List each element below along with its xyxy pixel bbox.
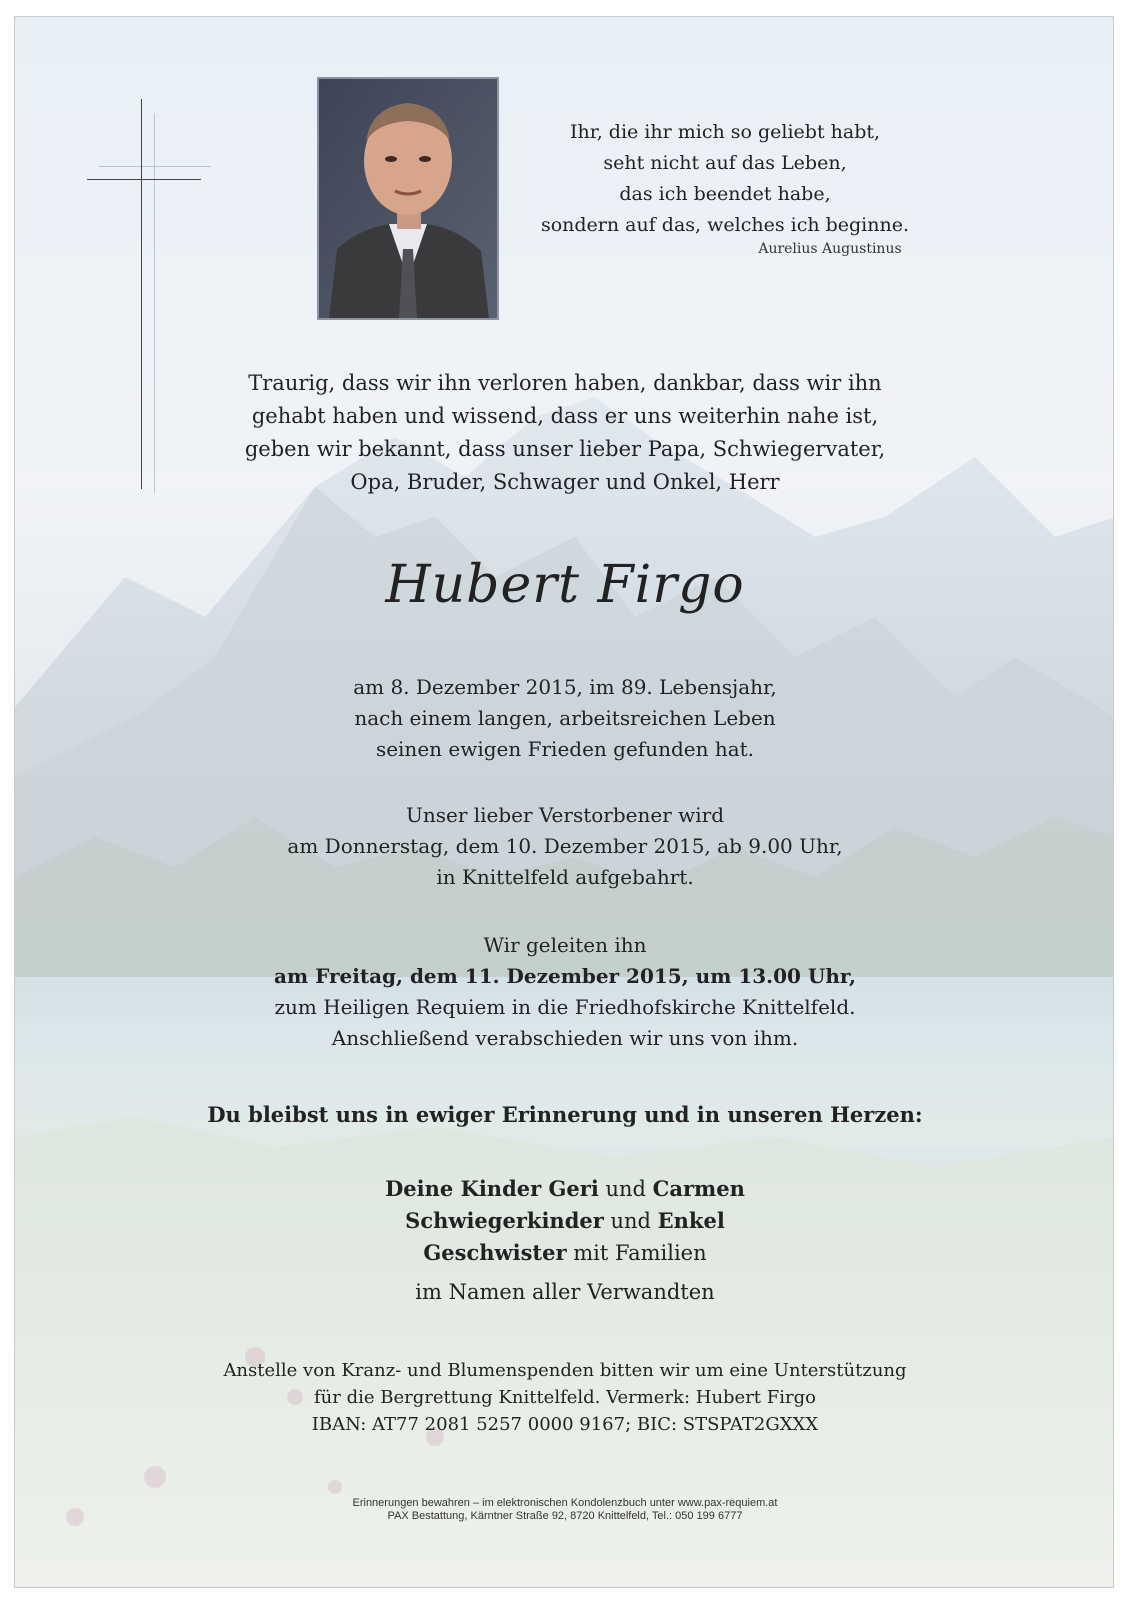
viewing-line: am Donnerstag, dem 10. Dezember 2015, ab 9.00 Uhr,	[287, 834, 843, 858]
death-line: seinen ewigen Frieden gefunden hat.	[375, 737, 755, 761]
intro-line: Traurig, dass wir ihn verloren haben, dankbar, dass wir ihn	[248, 371, 882, 395]
family-name: Geschwister	[423, 1240, 567, 1265]
funeral-line: Wir geleiten ihn	[483, 933, 647, 957]
family-connector: und	[603, 1209, 658, 1233]
cross-icon-bar	[87, 179, 201, 180]
viewing-line: Unser lieber Verstorbener wird	[406, 803, 724, 827]
viewing-info	[15, 800, 1114, 893]
quote-author: Aurelius Augustinus	[758, 241, 902, 257]
intro-line: gehabt haben und wissend, dass er uns weiterhin nahe ist,	[251, 404, 879, 428]
portrait-photo	[317, 77, 499, 320]
quote	[535, 117, 915, 241]
memory-statement: Du bleibst uns in ewiger Erinnerung und in unseren Herzen:	[207, 1102, 923, 1127]
death-line: nach einem langen, arbeitsreichen Leben	[354, 706, 776, 730]
donation-bank-details: IBAN: AT77 2081 5257 0000 9167; BIC: STSPAT2GXXX	[311, 1414, 819, 1435]
family-row	[15, 1237, 1114, 1269]
obituary-sheet	[14, 16, 1114, 1588]
funeral-date: am Freitag, dem 11. Dezember 2015, um 13.00 Uhr,	[274, 964, 856, 988]
quote-line: das ich beendet habe,	[619, 183, 831, 205]
family-row	[15, 1173, 1114, 1205]
donation-info	[15, 1357, 1114, 1438]
cross-shadow-horizontal	[99, 166, 211, 167]
death-info	[15, 672, 1114, 765]
family-name: Carmen	[652, 1176, 745, 1201]
intro-line: geben wir bekannt, dass unser lieber Papa, Schwiegervater,	[244, 437, 886, 461]
family-connector: und	[598, 1177, 653, 1201]
intro-line: Opa, Bruder, Schwager und Onkel, Herr	[350, 470, 780, 494]
family-name: Deine Kinder Geri	[385, 1176, 599, 1201]
funeral-line: Anschließend verabschieden wir uns von ihm.	[331, 1026, 799, 1050]
deceased-name: Hubert Firgo	[385, 555, 745, 615]
quote-line: sondern auf das, welches ich beginne.	[540, 214, 910, 236]
donation-line: für die Bergrettung Knittelfeld. Vermerk: Hubert Firgo	[314, 1387, 816, 1408]
family-name: Schwiegerkinder	[405, 1208, 604, 1233]
footer	[15, 1497, 1114, 1523]
footer-condolence-line: Erinnerungen bewahren – im elektronischen Kondolenzbuch unter www.pax-requiem.at	[352, 1497, 778, 1509]
death-line: am 8. Dezember 2015, im 89. Lebensjahr,	[353, 675, 777, 699]
viewing-line: in Knittelfeld aufgebahrt.	[436, 865, 694, 889]
funeral-line: zum Heiligen Requiem in die Friedhofskirche Knittelfeld.	[274, 995, 856, 1019]
announcement-intro	[15, 367, 1114, 499]
family-row	[15, 1205, 1114, 1237]
relatives-line: im Namen aller Verwandten	[415, 1280, 715, 1304]
donation-line: Anstelle von Kranz- und Blumenspenden bitten wir um eine Unterstützung	[223, 1360, 907, 1381]
family-name: Enkel	[657, 1208, 725, 1233]
footer-address-line: PAX Bestattung, Kärntner Straße 92, 8720 Knittelfeld, Tel.: 050 199 6777	[387, 1510, 743, 1522]
family-list	[15, 1173, 1114, 1269]
quote-line: seht nicht auf das Leben,	[603, 152, 847, 174]
quote-line: Ihr, die ihr mich so geliebt habt,	[569, 121, 881, 143]
family-connector: mit Familien	[566, 1241, 707, 1265]
funeral-info	[15, 930, 1114, 1054]
